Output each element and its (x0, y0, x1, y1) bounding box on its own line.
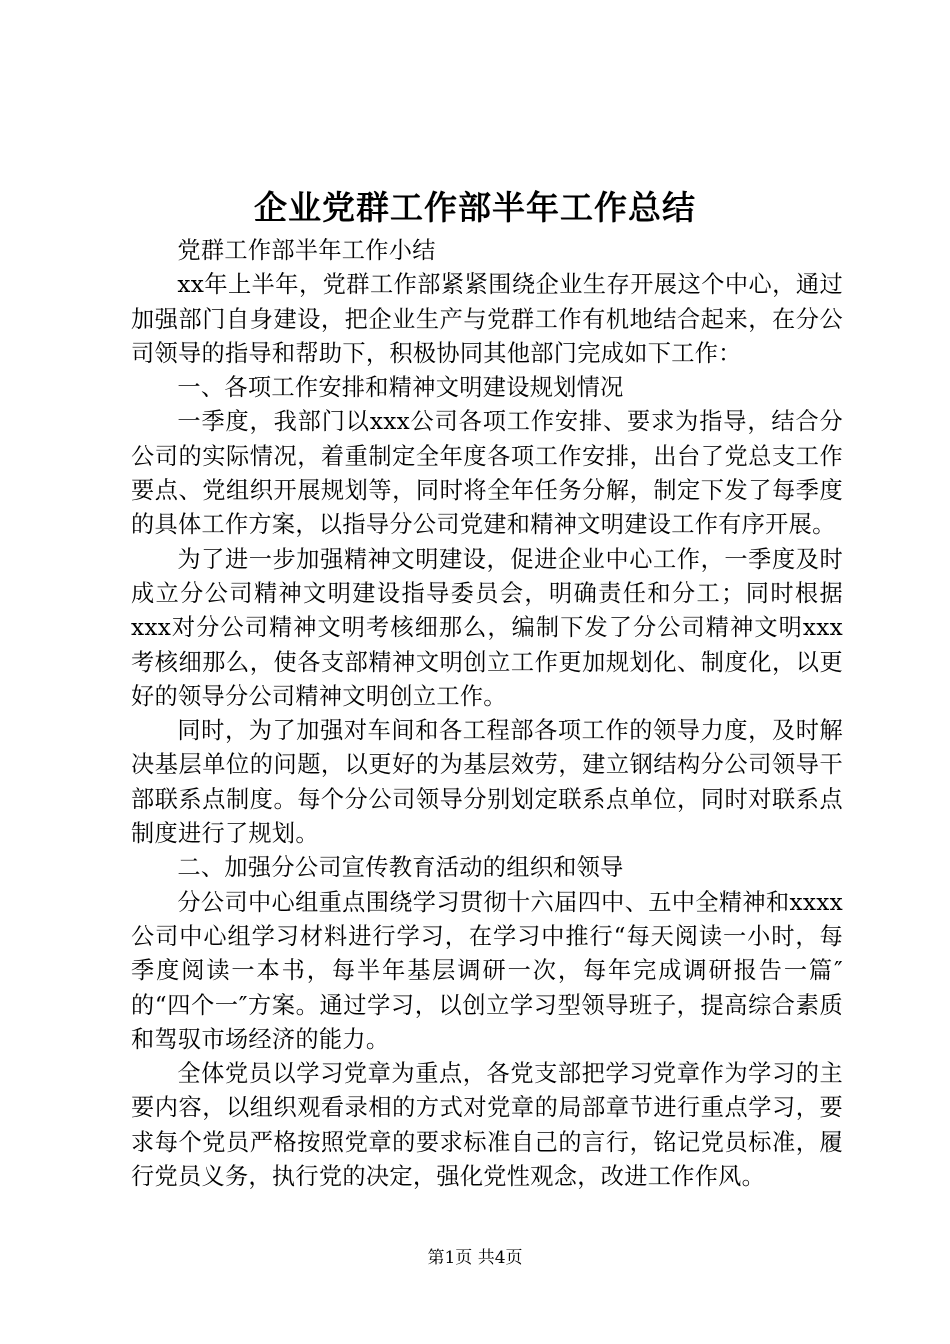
body-paragraph: 全体党员以学习党章为重点，各党支部把学习党章作为学习的主要内容，以组织观看录相的方式对党章的局部章节进行重点学习，要求每个党员严格按照党章的要求标准自己的言行，铭记党员标准，履行党员义务，执行党的决定，强化党性观念，改进工作作风。 (131, 1060, 843, 1191)
body-paragraph: 分公司中心组重点围绕学习贯彻十六届四中、五中全精神和xxxx公司中心组学习材料进行学习，在学习中推行“每天阅读一小时，每季度阅读一本书，每半年基层调研一次，每年完成调研报告一篇″的“四个一″方案。通过学习，以创立学习型领导班子，提高综合素质和驾驭市场经济的能力。 (131, 888, 843, 1053)
section-heading-1: 一、各项工作安排和精神文明建设规划情况 (177, 374, 624, 402)
intro-paragraph: xx年上半年，党群工作部紧紧围绕企业生存开展这个中心，通过加强部门自身建设，把企业生产与党群工作有机地结合起来，在分公司领导的指导和帮助下，积极协同其他部门完成如下工作： (131, 271, 843, 367)
document-body (131, 234, 843, 1194)
body-paragraph: 同时，为了加强对车间和各工程部各项工作的领导力度，及时解决基层单位的问题，以更好的为基层效劳，建立钢结构分公司领导干部联系点制度。每个分公司领导分别划定联系点单位，同时对联系点制度进行了规划。 (131, 717, 843, 848)
subtitle-paragraph: 党群工作部半年工作小结 (177, 237, 436, 264)
document-title: 企业党群工作部半年工作总结 (254, 188, 696, 227)
section-heading-2: 二、加强分公司宣传教育活动的组织和领导 (177, 854, 624, 882)
body-paragraph: 为了进一步加强精神文明建设，促进企业中心工作，一季度及时成立分公司精神文明建设指导委员会，明确责任和分工；同时根据xxx对分公司精神文明考核细那么，编制下发了分公司精神文明xxx考核细那么，使各支部精神文明创立工作更加规划化、制度化，以更好的领导分公司精神文明创立工作。 (131, 545, 843, 710)
page-number-footer: 第1页 共4页 (427, 1248, 523, 1268)
body-paragraph: 一季度，我部门以xxx公司各项工作安排、要求为指导，结合分公司的实际情况，着重制定全年度各项工作安排，出台了党总支工作要点、党组织开展规划等，同时将全年任务分解，制定下发了每季度的具体工作方案，以指导分公司党建和精神文明建设工作有序开展。 (131, 408, 843, 539)
